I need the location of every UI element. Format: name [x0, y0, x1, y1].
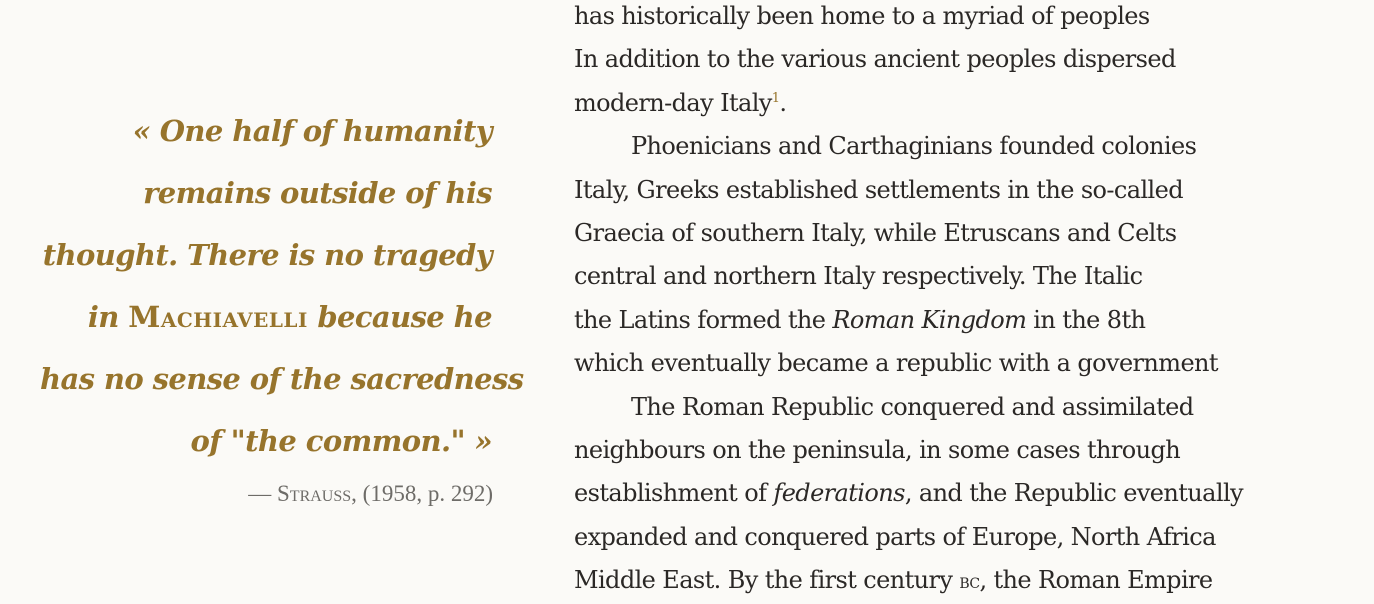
quote-text-6: of "the common." [190, 424, 465, 458]
footnote-link[interactable]: 1 [771, 90, 780, 106]
quote-text-4-pre: in [87, 300, 129, 334]
body-emphasis-roman-kingdom: Roman Kingdom [832, 305, 1027, 334]
body-text-14-post: , the Roman Empire [979, 566, 1213, 595]
attribution-citation: , (1958, p. 292) [351, 481, 493, 506]
body-line-14 [574, 559, 1374, 603]
body-text [574, 0, 1374, 604]
body-line-12 [574, 472, 1374, 515]
body-text-3-end: . [779, 88, 787, 117]
body-line-7: central and northern Italy respectively. The Italic [574, 262, 1143, 291]
quote-open-mark: « [132, 114, 151, 148]
quote-attribution [40, 478, 493, 510]
body-text-12-pre: establishment of [574, 479, 774, 508]
quote-close-mark: » [474, 424, 492, 458]
body-text-8-post: in the 8th [1026, 305, 1146, 334]
body-line-5: Italy, Greeks established settlements in the so-called [574, 175, 1183, 204]
body-text-12-post: , and the Republic eventually [904, 479, 1243, 508]
body-line-9: which eventually became a republic with a government [574, 349, 1218, 378]
body-line-11: neighbours on the peninsula, in some cases through [574, 436, 1181, 465]
body-line-8 [574, 299, 1374, 342]
body-text-3: modern-day Italy [574, 88, 772, 117]
body-line-1: has historically been home to a myriad of peoples [574, 2, 1150, 30]
body-emphasis-federations: federations [773, 479, 905, 508]
body-line-3 [574, 82, 1374, 125]
pull-quote [40, 100, 524, 472]
quote-line-6 [40, 410, 492, 472]
quote-name-machiavelli: Machiavelli [128, 300, 308, 334]
quote-line-4 [40, 286, 492, 348]
attribution-dash: — [248, 481, 272, 506]
quote-text-4-post: because he [307, 300, 492, 334]
quote-line-1 [40, 100, 492, 162]
quote-text-1: One half of humanity [159, 114, 492, 148]
body-text-8-pre: the Latins formed the [574, 305, 833, 334]
body-text-14-pre: Middle East. By the first century [574, 566, 960, 595]
quote-line-5: has no sense of the sacredness [40, 362, 524, 396]
body-line-10: The Roman Republic conquered and assimilated [631, 392, 1194, 421]
body-line-4: Phoenicians and Carthaginians founded colonies [631, 132, 1197, 161]
quote-line-3: thought. There is no tragedy [42, 238, 492, 272]
quote-line-2: remains outside of his [143, 176, 492, 210]
attribution-author: Strauss [277, 481, 352, 506]
body-line-13: expanded and conquered parts of Europe, North Africa [574, 522, 1216, 551]
body-smallcaps-bc: bc [959, 569, 980, 594]
body-line-2: In addition to the various ancient peoples dispersed [574, 45, 1176, 74]
body-line-6: Graecia of southern Italy, while Etruscans and Celts [574, 219, 1177, 248]
